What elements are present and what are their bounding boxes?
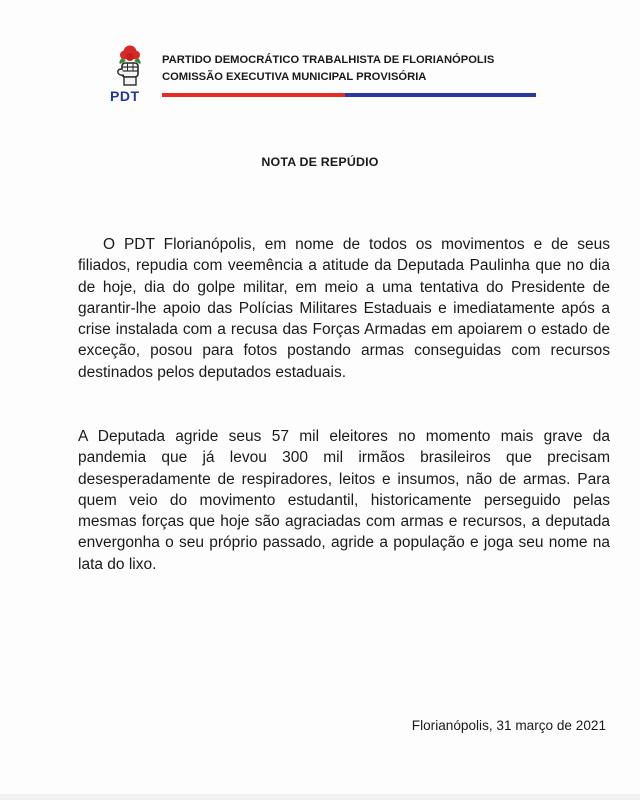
- letterhead: [108, 42, 538, 102]
- body-paragraph-1: [78, 234, 610, 383]
- pdt-logo: [108, 42, 156, 102]
- page-bottom-edge: [0, 794, 640, 800]
- rule-red-segment: [162, 93, 345, 97]
- logo-wordmark: PDT: [110, 88, 140, 104]
- letterhead-rule: [162, 93, 536, 97]
- document-title: NOTA DE REPÚDIO: [261, 155, 379, 169]
- org-line-1: PARTIDO DEMOCRÁTICO TRABALHISTA DE FLORIANÓPOLIS: [162, 54, 495, 66]
- body-paragraph-2: [78, 426, 610, 575]
- organization-name: [162, 52, 494, 86]
- org-line-2: COMISSÃO EXECUTIVA MUNICIPAL PROVISÓRIA: [162, 71, 427, 83]
- place-date-signature: Florianópolis, 31 março de 2021: [411, 718, 606, 733]
- rule-blue-segment: [345, 93, 536, 97]
- paragraph-2-text: A Deputada agride seus 57 mil eleitores no momento mais grave da pandemia que já levou 300 mil irmãos brasileiros que precisam desesperadamente de respiradores, leitos e insumos, não de armas. Para quem veio do movimento estudantil, historicamente perseguido pelas mesmas forças que hoje são agraciadas com armas e recursos, a deputada envergonha o seu próprio passado, agride a população e joga seu nome na lata do lixo.: [78, 428, 610, 573]
- paragraph-1-text: O PDT Florianópolis, em nome de todos os movimentos e de seus filiados, repudia com veemência a atitude da Deputada Paulinha que no dia de hoje, dia do golpe militar, em meio a uma tentativa do Presidente de garantir-lhe apoio das Polícias Militares Estaduais e imediatamente após a crise instalada com a recusa das Forças Armadas em apoiarem o estado de exceção, posou para fotos postando armas conseguidas com recursos destinados pelos deputados estaduais.: [78, 236, 610, 381]
- rose-fist-icon: [108, 42, 156, 88]
